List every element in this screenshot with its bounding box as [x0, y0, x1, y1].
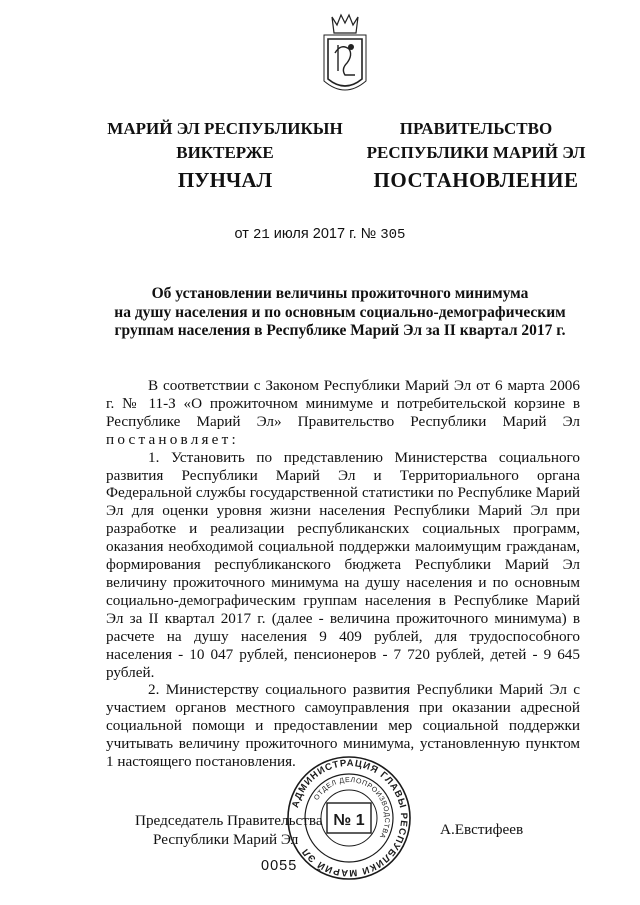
heading-line2: на душу населения и по основным социально-демографическим — [114, 303, 566, 321]
document-body — [106, 377, 580, 771]
header-left-line1: МАРИЙ ЭЛ РЕСПУБЛИКЫН — [107, 119, 343, 138]
heading-line3: группам населения в Республике Марий Эл за II квартал 2017 г. — [114, 322, 566, 339]
official-stamp — [284, 755, 414, 881]
header-right-org — [358, 117, 594, 165]
header-left-line2: ВИКТЕРЖЕ — [176, 143, 274, 162]
number-label: № — [360, 226, 377, 242]
date-prefix: от — [234, 226, 249, 242]
svg-text:ОТДЕЛ ДЕЛОПРОИЗВОДСТВА — [313, 777, 390, 840]
position-line1: Председатель Правительства — [135, 812, 323, 829]
stamp-center-number: № 1 — [333, 812, 365, 829]
signatory-name: А.Евстифеев — [440, 821, 524, 838]
doc-type-left: ПУНЧАЛ — [177, 168, 273, 192]
date-month-year: июля 2017 г. — [273, 226, 357, 242]
header-right-line2: РЕСПУБЛИКИ МАРИЙ ЭЛ — [366, 143, 586, 162]
item-1-paragraph: 1. Установить по представлению Министерства социального развития Республики Марий Эл и Территориального органа Федеральной службы государственной статистики по Республике Марий Эл для оценки уровня жизни населения Республики Марий Эл при разработке и реализации республиканских социальных программ, оказания необходимой социальной поддержки малоимущим гражданам, формирования республиканского бюджета Республики Марий Эл величину прожиточного минимума на душу населения и по основным социально-демографическим группам населения в Республике Марий Эл за II квартал 2017 г. (далее - величина прожиточного минимума) в расчете на душу населения 9 409 рублей, для трудоспособного населения - 10 047 рублей, пенсионеров - 7 720 рублей, детей - 9 645 рублей. — [106, 448, 580, 681]
decree-word: постановляет: — [106, 430, 239, 448]
date-line — [0, 226, 640, 243]
header-right-line1: ПРАВИТЕЛЬСТВО — [399, 119, 553, 138]
heading-line1: Об установлении величины прожиточного минимума — [151, 285, 529, 302]
doc-type-right: ПОСТАНОВЛЕНИЕ — [373, 168, 579, 192]
registration-number: 0055 — [261, 858, 298, 874]
item-2-paragraph: 2. Министерству социального развития Республики Марий Эл с участием органов местного самоуправления при оказании адресной социальной помощи и предоставлении мер социальной поддержки учитывать величину прожиточного минимума, установленную пунктом 1 настоящего постановления. — [106, 681, 580, 771]
stamp-inner-text: ОТДЕЛ ДЕЛОПРОИЗВОДСТВА — [313, 776, 391, 840]
coat-of-arms-emblem — [318, 9, 372, 101]
header-left-org — [90, 117, 360, 165]
document-heading — [70, 285, 610, 341]
position-line2: Республики Марий Эл — [153, 830, 299, 848]
doc-number: 305 — [380, 227, 406, 243]
date-day: 21 — [252, 227, 270, 243]
stamp-ring-text: АДМИНИСТРАЦИЯ ГЛАВЫ РЕСПУБЛИКИ МАРИЙ ЭЛ — [290, 757, 410, 879]
intro-paragraph: В соответствии с Законом Республики Марий Эл от 6 марта 2006 г. № 11-З «О прожиточном минимуме и потребительской корзине в Республике Марий Эл» Правительство Республики Марий Эл — [106, 377, 580, 430]
